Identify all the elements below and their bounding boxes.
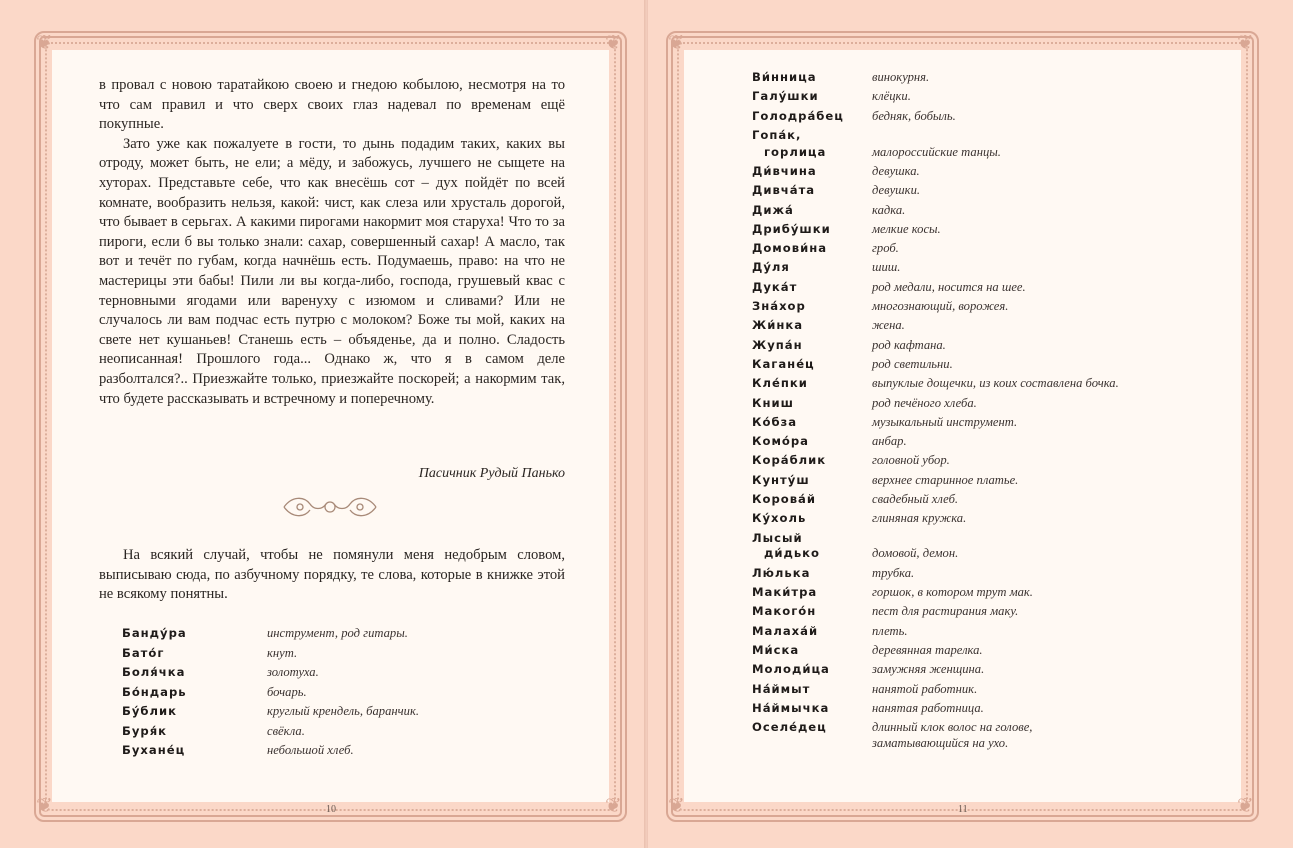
corner-ornament-icon: ❦ [36,32,53,54]
definition: род кафтана. [872,337,946,352]
definition: нанятая работница. [872,700,984,715]
term: Лысый [752,530,803,545]
definition: глиняная кружка. [872,511,967,526]
definition: род светильни. [872,356,953,371]
term: Банду́ра [122,626,187,640]
term: Комо́ра [752,434,810,449]
definition: анбар. [872,434,907,449]
corner-ornament-icon: ❦ [1237,32,1254,54]
definition: род печёного хлеба. [872,395,977,410]
term: Зна́хор [752,299,806,313]
definition: длинный клок волос на голове, [872,720,1033,735]
definition: девушка. [872,163,920,178]
right-page [648,0,1293,848]
term: Ди́вчина [752,163,817,178]
corner-ornament-icon: ❦ [668,32,685,54]
definition: замужняя женщина. [872,662,985,677]
definition: горшок, в котором трут мак. [872,585,1033,599]
term: горлица [764,144,827,159]
definition: нанятой работник. [872,681,978,696]
definition: винокурня. [872,70,930,84]
floral-divider-icon [282,494,378,520]
paragraph: Зато уже как пожалуете в гости, то дынь подадим таких, каких вы отроду, может быть, не ели; а мёду, и забожусь, лучшего не сыщете на хуторах. Представьте себе, что как внесёшь сот – дух пойдёт по всей комнате, вообразить нельзя, какой: чист, как слеза или хрусталь дорогой, что бывает в серьгах. А какими пирогами накормит моя старуха! Что то за пироги, если б вы только знали: сахар, совершенный сахар! А масло, так вот и течёт по губам, когда начнёшь есть. Подумаешь, право: на что не мастерицы эти бабы! Пили ли вы когда-либо, господа, грушевый квас с терновными ягодами или варенуху с изюмом и сливами? Или не случалось ли вам подчас есть путрю с молоком? Боже ты мой, каких на свете нет кушаньев! Станешь есть – объяденье, да и полно. Сладость неописанная! Прошлого года... Однако ж, что я в самом деле разболтался?.. Приезжайте только, приезжайте поскорей; а накормим так, что будете рассказывать и встречному и поперечному. [99,135,565,407]
definition: свадебный хлеб. [872,492,959,506]
term: Бухане́ц [122,743,186,757]
definition: бедняк, бобыль. [872,108,956,123]
definition: трубка. [872,565,915,580]
term: Дрибу́шки [752,221,831,236]
term: Книш [752,395,794,410]
definition: плеть. [872,623,908,638]
page-number: 10 [326,804,336,815]
term: На́ймычка [752,700,830,715]
definition: род медали, носится на шее. [872,279,1026,294]
body-text [99,76,565,409]
definition: инструмент, род гитары. [267,626,408,640]
term: Ду́ля [752,260,790,275]
term: Оселе́дец [752,720,827,735]
glossary-intro [99,546,565,605]
definition: малороссийские танцы. [872,144,1001,159]
term: Жупа́н [752,337,803,352]
definition: верхнее старинное платье. [872,472,1019,487]
glossary-list [122,626,562,766]
definition: клёцки. [872,89,911,104]
corner-ornament-icon: ❦ [36,795,53,817]
definition: свёкла. [267,723,305,738]
definition: золотуха. [267,665,319,679]
corner-ornament-icon: ❦ [668,795,685,817]
term: Маки́тра [752,585,818,599]
term: Боля́чка [122,665,186,679]
definition: бочарь. [267,684,307,699]
glossary-list [752,70,1222,770]
intro-text: На всякий случай, чтобы не помянули меня недобрым словом, выписываю сюда, по азбучному порядку, те слова, которые в книжке этой не всякому понятны. [99,547,565,603]
paragraph: в провал с новою таратайкою своею и гнедою кобылою, несмотря на то что сам правил и что сверх своих глаз надевал по временам ещё покупные. [99,77,565,133]
term: Ко́бза [752,414,798,429]
term: Малаха́й [752,623,819,638]
term: На́ймыт [752,681,811,696]
term: Кле́пки [752,376,808,391]
definition: жена. [872,318,905,333]
term: ди́дько [764,546,821,561]
definition: выпуклые дощечки, из коих составлена бочка. [872,376,1119,391]
term: Буря́к [122,723,168,738]
term: Ми́ска [752,642,800,657]
definition: гроб. [872,241,899,256]
term: Дивча́та [752,183,816,198]
term: Дижа́ [752,202,794,217]
term: Кагане́ц [752,356,815,371]
definition: деревянная тарелка. [872,642,983,657]
term: Ви́нница [752,70,817,84]
definition: головной убор. [872,453,950,468]
term: Молоди́ца [752,662,830,677]
definition: мелкие косы. [872,221,941,236]
term: Бо́ндарь [122,684,187,699]
definition: шиш. [872,260,901,275]
page-number: 11 [958,804,968,815]
definition: многознающий, ворожея. [872,299,1009,313]
term: Жи́нка [752,318,804,333]
term: Лю́лька [752,565,811,580]
term: Кунту́ш [752,472,810,487]
term: Дука́т [752,279,798,294]
definition: небольшой хлеб. [267,743,354,757]
definition: домовой, демон. [872,546,959,561]
term: Ку́холь [752,511,807,526]
corner-ornament-icon: ❦ [605,32,622,54]
corner-ornament-icon: ❦ [1237,795,1254,817]
term: Гопа́к, [752,128,802,143]
term: Макого́н [752,604,817,619]
definition: круглый крендель, баранчик. [267,704,419,718]
signature: Пасичник Рудый Панько [418,466,565,481]
term: Галу́шки [752,89,819,104]
term: Бу́блик [122,704,177,718]
term: Корова́й [752,492,816,506]
definition: девушки. [872,183,921,198]
term: Бато́г [122,645,165,660]
definition: пест для растирания маку. [872,604,1019,619]
term: Домови́на [752,241,828,256]
definition: кнут. [267,645,298,660]
corner-ornament-icon: ❦ [605,795,622,817]
definition: музыкальный инструмент. [872,414,1018,429]
definition: кадка. [872,202,906,217]
term: Голодра́бец [752,108,844,123]
term: Кора́блик [752,453,827,468]
left-page [0,0,645,848]
definition: заматывающийся на ухо. [872,736,1009,751]
